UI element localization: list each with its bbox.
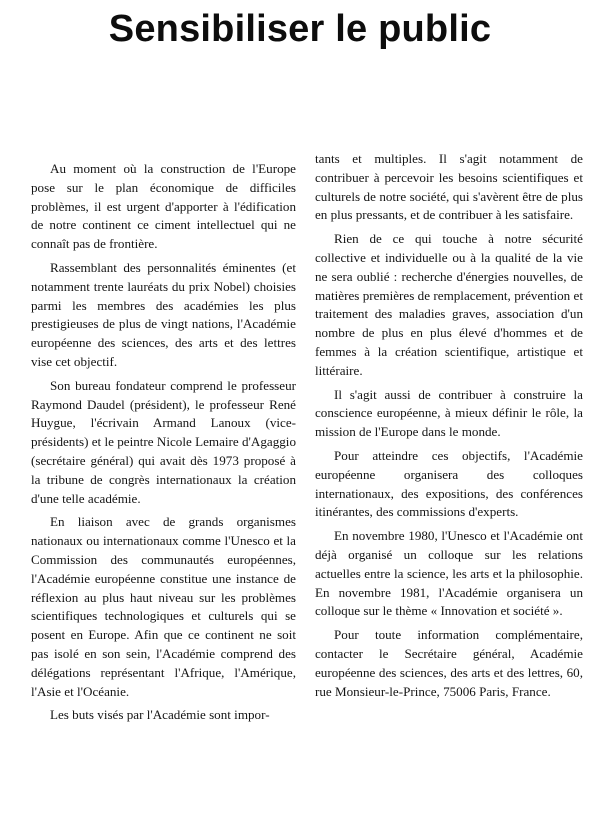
paragraph-goals-continued: tants et multiples. Il s'agit notamment de contribuer à percevoir les besoins scientifiques et culturels de notre société, qui s'avèrent être de plus en plus pressants, et de contribuer à les satisfaire. xyxy=(315,151,583,223)
paragraph-goals-start: Les buts visés par l'Académie sont impor- xyxy=(50,707,270,723)
paragraph-members: Rassemblant des personnalités éminentes (et notamment trente lauréats du prix Nobel) choisies parmi les membres des académies les plus prestigieuses de plus de vingt nations, l'Académie européenne des sciences, des arts et des lettres vise cet objectif. xyxy=(31,259,296,369)
paragraph-contact: Pour toute information complémentaire, contacter le Secrétaire général, Académie européenne des sciences, des arts et des lettres, 60, rue Monsieur-le-Prince, 75006 Paris, France. xyxy=(315,627,583,699)
paragraph-security: Rien de ce qui touche à notre sécurité collective et individuelle ou à la qualité de la vie ne sera oublié : recherche d'énergies nouvelles, de matières premières de remplacement, prévention et traitement des maladies graves, association d'un nombre de plus en plus élevé d'hommes et de femmes à la création scientifique, artistique et littéraire. xyxy=(315,231,583,378)
paragraph-liaison: En liaison avec de grands organismes nationaux ou internationaux comme l'Unesco et la Commission des communautés européennes, l'Académie européenne constitue une instance de réflexion au plus haut niveau sur les problèmes scientifiques technologiques et culturels qui se posent en Europe. Afin que ce continent ne soit pas isolé en son sein, l'Académie comprend des délégations représentant l'Afrique, l'Amérique, l'Asie et l'Océanie. xyxy=(31,514,296,699)
right-column xyxy=(315,150,583,706)
paragraph-conscience: Il s'agit aussi de contribuer à construire la conscience européenne, à mieux définir le rôle, la mission de l'Europe dans le monde. xyxy=(315,386,583,440)
page-title: Sensibiliser le public xyxy=(108,8,492,50)
left-column xyxy=(31,160,296,730)
paragraph-bureau: Son bureau fondateur comprend le professeur Raymond Daudel (président), le professeur René Huygue, l'écrivain Armand Lanoux (vice-présidents) et le peintre Nicole Lemaire d'Agaggio (secrétaire général) qui avait dès 1973 proposé à la tribune de congrès internationaux la création d'une telle académie. xyxy=(31,377,296,506)
paragraph-objectives: Pour atteindre ces objectifs, l'Académie européenne organisera des colloques internationaux, des expositions, des conférences itinérantes, des commissions d'experts. xyxy=(315,447,583,520)
paragraph-intro: Au moment où la construction de l'Europe pose sur le plan économique de difficiles problèmes, il est urgent d'apporter à l'édification de notre continent ce ciment intellectuel qui ne connaît pas de frontière. xyxy=(31,161,296,252)
paragraph-colloquium: En novembre 1980, l'Unesco et l'Académie ont déjà organisé un colloque sur les relations actuelles entre la science, les arts et la philosophie. En novembre 1981, l'Académie organisera un colloque sur le thème « Innovation et société ». xyxy=(315,528,583,619)
